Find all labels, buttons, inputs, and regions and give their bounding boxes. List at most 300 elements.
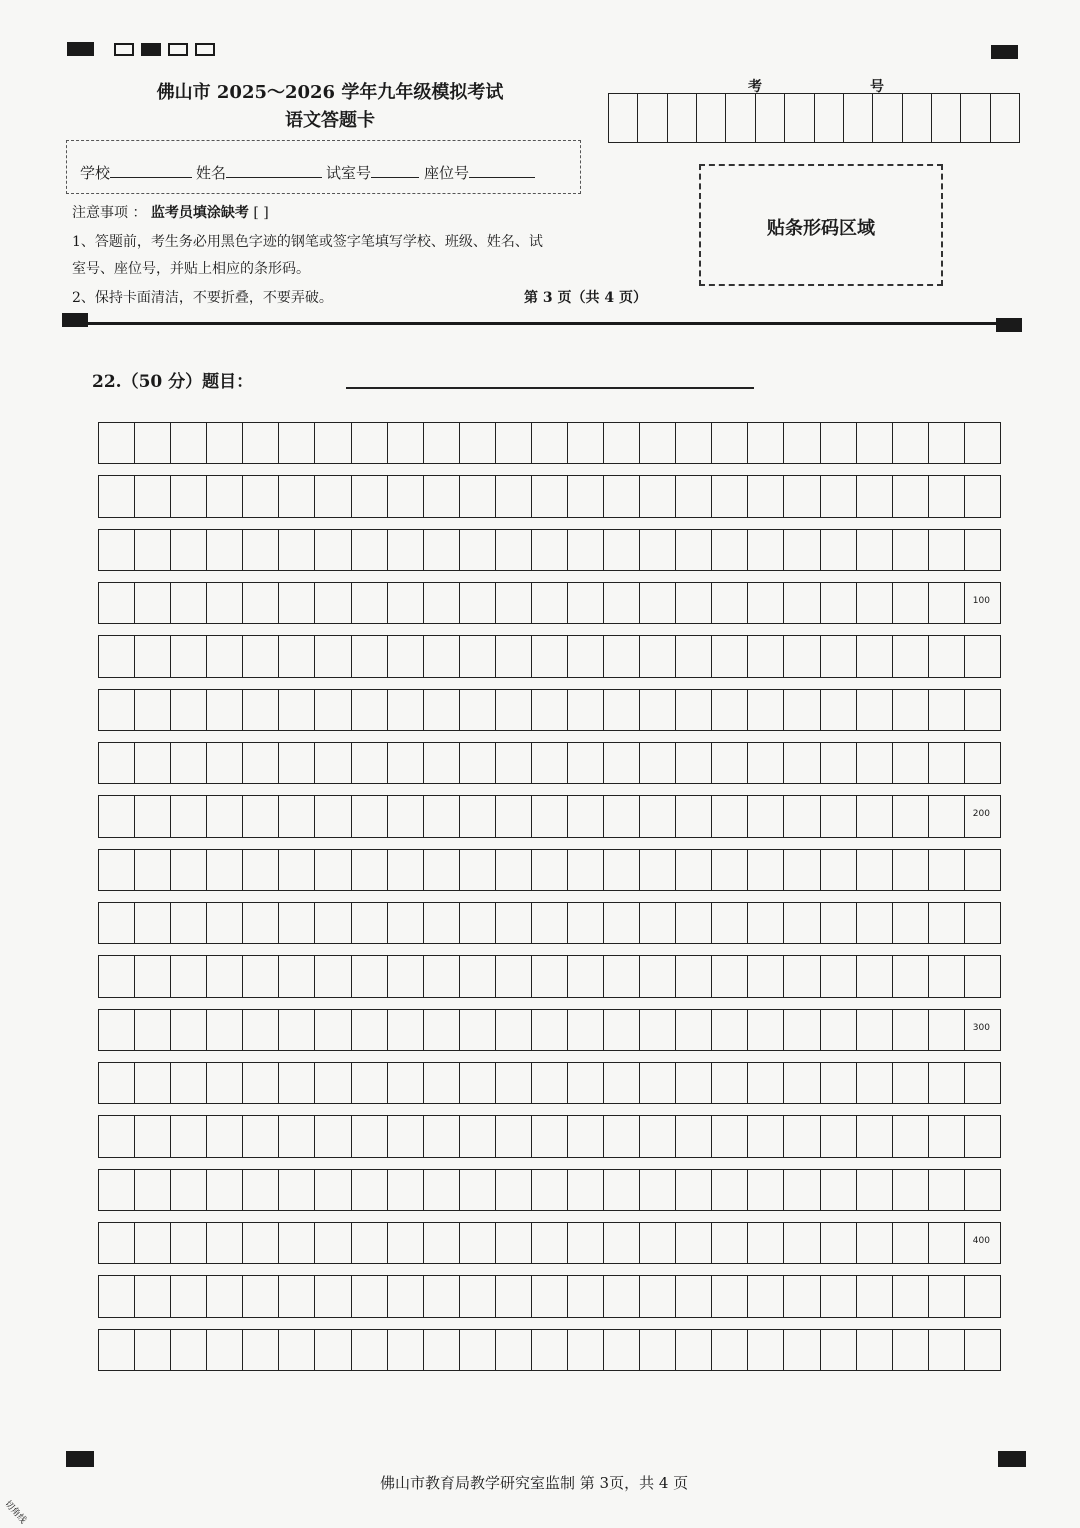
grid-cell[interactable] [712,583,748,623]
grid-cell[interactable] [640,690,676,730]
exam-number-box[interactable] [991,94,1019,142]
grid-cell[interactable] [99,476,135,516]
school-field[interactable] [80,162,192,183]
grid-cell[interactable] [424,1010,460,1050]
grid-cell[interactable] [640,903,676,943]
exam-number-box[interactable] [697,94,726,142]
grid-cell[interactable] [135,690,171,730]
grid-cell[interactable] [424,1063,460,1103]
grid-cell[interactable] [929,1010,965,1050]
grid-cell[interactable] [929,1063,965,1103]
grid-cell[interactable] [135,743,171,783]
grid-cell[interactable] [424,956,460,996]
room-line[interactable] [371,163,419,178]
grid-cell[interactable] [821,583,857,623]
grid-cell[interactable] [496,1010,532,1050]
grid-cell[interactable] [568,1330,604,1370]
grid-cell[interactable] [460,423,496,463]
grid-cell[interactable] [279,903,315,943]
grid-cell[interactable] [568,850,604,890]
grid-cell[interactable] [640,1116,676,1156]
grid-cell[interactable] [99,1170,135,1210]
grid-cell[interactable] [315,530,351,570]
grid-cell[interactable] [207,743,243,783]
grid-cell[interactable] [929,956,965,996]
grid-cell[interactable] [279,1330,315,1370]
grid-cell[interactable] [893,476,929,516]
grid-cell[interactable] [496,850,532,890]
grid-cell[interactable] [568,743,604,783]
grid-cell[interactable] [207,476,243,516]
grid-cell[interactable] [532,1063,568,1103]
grid-cell[interactable] [821,1170,857,1210]
grid-cell[interactable] [243,1116,279,1156]
grid-cell[interactable] [135,423,171,463]
grid-cell[interactable] [640,1063,676,1103]
grid-cell[interactable] [821,1276,857,1316]
grid-cell[interactable] [748,1010,784,1050]
grid-cell[interactable] [640,1330,676,1370]
grid-cell[interactable] [207,1170,243,1210]
grid-cell[interactable] [676,1276,712,1316]
grid-cell[interactable] [424,1170,460,1210]
grid-cell[interactable] [640,423,676,463]
grid-cell[interactable] [135,956,171,996]
grid-cell[interactable] [784,956,820,996]
grid-cell[interactable] [857,1063,893,1103]
grid-cell[interactable] [784,423,820,463]
exam-number-box[interactable] [668,94,697,142]
grid-cell[interactable] [243,636,279,676]
grid-cell[interactable] [243,1223,279,1263]
grid-cell[interactable] [676,690,712,730]
grid-cell[interactable] [171,690,207,730]
grid-cell[interactable] [676,1063,712,1103]
grid-cell[interactable] [640,1276,676,1316]
grid-cell[interactable] [352,850,388,890]
grid-cell[interactable] [460,1330,496,1370]
grid-cell[interactable] [821,690,857,730]
exam-number-box[interactable] [873,94,902,142]
grid-cell[interactable] [712,743,748,783]
grid-cell[interactable] [388,1116,424,1156]
grid-cell[interactable] [857,850,893,890]
grid-cell[interactable] [748,1063,784,1103]
grid-cell[interactable] [784,796,820,836]
grid-cell[interactable] [171,850,207,890]
grid-cell[interactable] [171,1116,207,1156]
grid-cell[interactable] [965,1116,1000,1156]
grid-cell[interactable] [748,476,784,516]
grid-cell[interactable] [676,583,712,623]
grid-cell[interactable] [279,583,315,623]
grid-cell[interactable] [676,796,712,836]
grid-cell[interactable] [135,1223,171,1263]
grid-cell[interactable] [821,956,857,996]
grid-cell[interactable] [748,850,784,890]
grid-cell[interactable] [568,423,604,463]
grid-cell[interactable] [388,850,424,890]
grid-cell[interactable] [712,956,748,996]
grid-cell[interactable] [929,1170,965,1210]
grid-cell[interactable] [929,530,965,570]
grid-cell[interactable] [748,1170,784,1210]
grid-cell[interactable] [604,1330,640,1370]
exam-number-box[interactable] [844,94,873,142]
grid-cell[interactable] [857,423,893,463]
grid-cell[interactable] [965,903,1000,943]
grid-cell[interactable] [893,1116,929,1156]
grid-cell[interactable] [532,796,568,836]
grid-cell[interactable] [784,1170,820,1210]
grid-cell[interactable] [604,423,640,463]
grid-cell[interactable] [243,583,279,623]
grid-cell[interactable] [965,636,1000,676]
grid-cell[interactable] [460,476,496,516]
grid-cell[interactable] [893,956,929,996]
grid-cell[interactable] [857,796,893,836]
grid-cell[interactable] [857,743,893,783]
grid-cell[interactable] [135,903,171,943]
grid-cell[interactable] [748,1330,784,1370]
grid-cell[interactable] [604,690,640,730]
grid-cell[interactable] [640,743,676,783]
grid-cell[interactable] [207,796,243,836]
grid-cell[interactable] [604,1170,640,1210]
grid-cell[interactable] [640,1010,676,1050]
grid-cell[interactable] [99,690,135,730]
grid-cell[interactable] [929,850,965,890]
grid-cell[interactable] [279,1010,315,1050]
grid-cell[interactable] [676,1010,712,1050]
grid-cell[interactable] [460,636,496,676]
grid-cell[interactable] [279,423,315,463]
grid-cell[interactable] [99,1276,135,1316]
grid-cell[interactable] [135,1116,171,1156]
grid-cell[interactable] [279,1116,315,1156]
grid-cell[interactable] [712,1330,748,1370]
grid-cell[interactable] [352,423,388,463]
grid-cell[interactable] [424,583,460,623]
grid-cell[interactable] [857,1010,893,1050]
proctor-absence-checkbox[interactable]: [ ] [253,205,269,221]
grid-cell[interactable] [171,423,207,463]
grid-cell[interactable] [460,1010,496,1050]
grid-cell[interactable] [784,476,820,516]
grid-cell[interactable] [388,1276,424,1316]
grid-cell[interactable] [315,956,351,996]
grid-cell[interactable] [748,743,784,783]
grid-cell[interactable] [315,690,351,730]
grid-cell[interactable] [748,903,784,943]
grid-cell[interactable] [279,850,315,890]
grid-cell[interactable] [99,850,135,890]
exam-number-box[interactable] [609,94,638,142]
grid-cell[interactable] [568,583,604,623]
grid-cell[interactable] [460,1063,496,1103]
grid-cell[interactable] [171,1223,207,1263]
grid-cell[interactable] [929,636,965,676]
grid-cell[interactable] [388,956,424,996]
grid-cell[interactable] [135,476,171,516]
grid-cell[interactable] [207,583,243,623]
grid-cell[interactable] [496,903,532,943]
grid-cell[interactable] [532,1170,568,1210]
grid-cell[interactable] [748,530,784,570]
grid-cell[interactable] [99,956,135,996]
exam-number-box[interactable] [903,94,932,142]
grid-cell[interactable] [568,956,604,996]
grid-cell[interactable] [279,1170,315,1210]
grid-cell[interactable] [965,690,1000,730]
grid-cell[interactable] [388,530,424,570]
grid-cell[interactable] [388,1170,424,1210]
grid-cell[interactable] [388,903,424,943]
grid-cell[interactable] [99,743,135,783]
grid-cell[interactable] [784,1010,820,1050]
grid-cell[interactable] [893,423,929,463]
grid-cell[interactable] [352,1330,388,1370]
grid-cell[interactable] [676,850,712,890]
essay-title-line[interactable] [346,387,754,389]
grid-cell[interactable] [893,1223,929,1263]
grid-cell[interactable] [748,796,784,836]
grid-cell[interactable] [965,1010,1000,1050]
grid-cell[interactable] [279,1223,315,1263]
essay-writing-grid[interactable] [98,418,1001,1378]
grid-cell[interactable] [171,796,207,836]
grid-cell[interactable] [243,1330,279,1370]
grid-cell[interactable] [352,796,388,836]
grid-cell[interactable] [676,636,712,676]
grid-cell[interactable] [460,1116,496,1156]
grid-cell[interactable] [424,530,460,570]
grid-cell[interactable] [568,1063,604,1103]
grid-cell[interactable] [99,903,135,943]
grid-cell[interactable] [135,796,171,836]
grid-cell[interactable] [784,1223,820,1263]
grid-cell[interactable] [604,1223,640,1263]
grid-cell[interactable] [821,850,857,890]
grid-cell[interactable] [821,1223,857,1263]
grid-cell[interactable] [857,1116,893,1156]
grid-cell[interactable] [712,1063,748,1103]
grid-cell[interactable] [604,476,640,516]
grid-cell[interactable] [676,476,712,516]
grid-cell[interactable] [279,636,315,676]
grid-cell[interactable] [640,850,676,890]
grid-cell[interactable] [315,636,351,676]
grid-cell[interactable] [460,796,496,836]
grid-cell[interactable] [893,583,929,623]
grid-cell[interactable] [604,1116,640,1156]
grid-cell[interactable] [99,1330,135,1370]
grid-cell[interactable] [568,1010,604,1050]
grid-cell[interactable] [604,796,640,836]
grid-cell[interactable] [315,1223,351,1263]
grid-cell[interactable] [929,743,965,783]
grid-cell[interactable] [171,636,207,676]
grid-cell[interactable] [784,903,820,943]
grid-cell[interactable] [388,1330,424,1370]
grid-cell[interactable] [712,530,748,570]
grid-cell[interactable] [604,850,640,890]
grid-cell[interactable] [568,690,604,730]
grid-cell[interactable] [496,1223,532,1263]
grid-cell[interactable] [929,903,965,943]
grid-cell[interactable] [424,636,460,676]
seat-field[interactable] [424,162,535,183]
grid-cell[interactable] [99,530,135,570]
grid-cell[interactable] [496,743,532,783]
grid-cell[interactable] [784,1330,820,1370]
grid-cell[interactable] [604,743,640,783]
grid-cell[interactable] [135,1330,171,1370]
grid-cell[interactable] [893,850,929,890]
grid-cell[interactable] [207,1330,243,1370]
grid-cell[interactable] [965,956,1000,996]
grid-cell[interactable] [352,1170,388,1210]
grid-cell[interactable] [207,1010,243,1050]
grid-cell[interactable] [352,636,388,676]
grid-cell[interactable] [965,423,1000,463]
grid-cell[interactable] [243,423,279,463]
exam-number-box[interactable] [961,94,990,142]
grid-cell[interactable] [568,1170,604,1210]
grid-cell[interactable] [604,530,640,570]
grid-cell[interactable] [784,1116,820,1156]
grid-cell[interactable] [784,1063,820,1103]
grid-cell[interactable] [857,476,893,516]
grid-cell[interactable] [857,1170,893,1210]
grid-cell[interactable] [712,796,748,836]
grid-cell[interactable] [352,903,388,943]
grid-cell[interactable] [207,903,243,943]
grid-cell[interactable] [640,530,676,570]
grid-cell[interactable] [207,1223,243,1263]
grid-cell[interactable] [243,690,279,730]
grid-cell[interactable] [857,1276,893,1316]
grid-cell[interactable] [496,636,532,676]
grid-cell[interactable] [821,530,857,570]
grid-cell[interactable] [712,850,748,890]
grid-cell[interactable] [243,1010,279,1050]
grid-cell[interactable] [99,1116,135,1156]
grid-cell[interactable] [821,743,857,783]
grid-cell[interactable] [496,1330,532,1370]
grid-cell[interactable] [352,743,388,783]
grid-cell[interactable] [352,1010,388,1050]
grid-cell[interactable] [568,530,604,570]
grid-cell[interactable] [784,850,820,890]
grid-cell[interactable] [965,743,1000,783]
grid-cell[interactable] [424,423,460,463]
grid-cell[interactable] [929,796,965,836]
grid-cell[interactable] [460,690,496,730]
seat-line[interactable] [469,163,535,178]
grid-cell[interactable] [712,423,748,463]
grid-cell[interactable] [965,1330,1000,1370]
exam-number-grid[interactable] [608,93,1020,143]
grid-cell[interactable] [171,903,207,943]
grid-cell[interactable] [315,850,351,890]
grid-cell[interactable] [568,636,604,676]
grid-cell[interactable] [784,530,820,570]
grid-cell[interactable] [676,530,712,570]
grid-cell[interactable] [99,1010,135,1050]
grid-cell[interactable] [929,583,965,623]
room-field[interactable] [326,162,419,183]
grid-cell[interactable] [315,743,351,783]
grid-cell[interactable] [568,1276,604,1316]
grid-cell[interactable] [388,796,424,836]
grid-cell[interactable] [279,530,315,570]
grid-cell[interactable] [388,1223,424,1263]
grid-cell[interactable] [424,903,460,943]
grid-cell[interactable] [352,690,388,730]
grid-cell[interactable] [676,956,712,996]
grid-cell[interactable] [532,476,568,516]
grid-cell[interactable] [821,1010,857,1050]
grid-cell[interactable] [640,1170,676,1210]
grid-cell[interactable] [352,583,388,623]
grid-cell[interactable] [315,1116,351,1156]
grid-cell[interactable] [279,956,315,996]
grid-cell[interactable] [99,636,135,676]
grid-cell[interactable] [207,530,243,570]
grid-cell[interactable] [135,1010,171,1050]
grid-cell[interactable] [821,796,857,836]
grid-cell[interactable] [207,636,243,676]
grid-cell[interactable] [893,636,929,676]
grid-cell[interactable] [929,1223,965,1263]
grid-cell[interactable] [388,1010,424,1050]
grid-cell[interactable] [893,796,929,836]
grid-cell[interactable] [676,423,712,463]
grid-cell[interactable] [568,476,604,516]
grid-cell[interactable] [604,1010,640,1050]
grid-cell[interactable] [388,583,424,623]
grid-cell[interactable] [171,743,207,783]
grid-cell[interactable] [352,1276,388,1316]
grid-cell[interactable] [135,636,171,676]
grid-cell[interactable] [857,690,893,730]
grid-cell[interactable] [748,690,784,730]
grid-cell[interactable] [207,1276,243,1316]
grid-cell[interactable] [604,636,640,676]
grid-cell[interactable] [532,583,568,623]
grid-cell[interactable] [784,1276,820,1316]
grid-cell[interactable] [965,1276,1000,1316]
grid-cell[interactable] [388,690,424,730]
name-line[interactable] [226,163,322,178]
grid-cell[interactable] [424,1116,460,1156]
grid-cell[interactable] [929,1116,965,1156]
name-field[interactable] [196,162,322,183]
grid-cell[interactable] [496,530,532,570]
grid-cell[interactable] [135,583,171,623]
grid-cell[interactable] [640,1223,676,1263]
grid-cell[interactable] [893,1276,929,1316]
grid-cell[interactable] [315,1010,351,1050]
grid-cell[interactable] [532,423,568,463]
grid-cell[interactable] [496,690,532,730]
grid-cell[interactable] [712,476,748,516]
grid-cell[interactable] [640,476,676,516]
exam-number-box[interactable] [815,94,844,142]
grid-cell[interactable] [532,1116,568,1156]
grid-cell[interactable] [532,1276,568,1316]
